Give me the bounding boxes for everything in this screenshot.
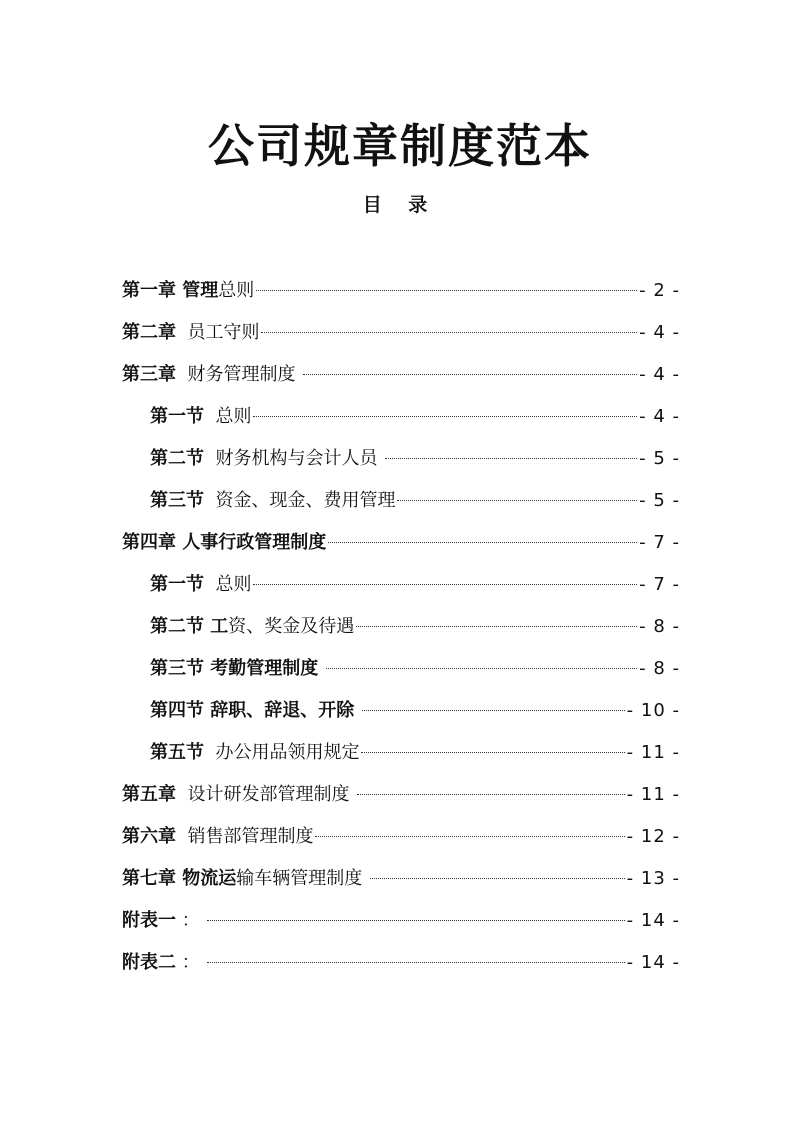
- toc-entry-heading-bold: 第六章: [122, 826, 176, 847]
- toc-dot-leader: [315, 836, 624, 837]
- toc-entry-label: [122, 522, 326, 564]
- toc-entry-heading-text: ：: [176, 952, 206, 973]
- toc-entry[interactable]: [122, 270, 680, 312]
- toc-entry-heading-text: 总则: [204, 574, 252, 595]
- toc-entry-label: [122, 858, 368, 900]
- toc-dot-leader: [370, 878, 625, 879]
- toc-dot-leader: [207, 962, 624, 963]
- toc-page-number: - 5 -: [639, 448, 680, 469]
- toc-entry-label: [150, 564, 251, 606]
- toc-entry-heading-text: 财务管理制度: [176, 364, 302, 385]
- toc-page-number: - 8 -: [639, 658, 680, 679]
- toc-dot-leader: [362, 710, 625, 711]
- toc-entry-label: [150, 438, 383, 480]
- toc-entry-heading-text: 办公用品领用规定: [204, 742, 360, 763]
- toc-entry-heading-bold: 第三节 考勤管理制度: [150, 658, 319, 679]
- document-title: 公司规章制度范本: [208, 119, 592, 173]
- toc-dot-leader: [253, 584, 637, 585]
- toc-entry[interactable]: [122, 396, 680, 438]
- toc-entry-heading-bold: 附表二: [122, 952, 176, 973]
- toc-entry-heading-bold: 第二节 工: [150, 616, 229, 637]
- toc-page-number: - 5 -: [639, 490, 680, 511]
- toc-entry-heading-bold: 第四节 辞职、辞退、开除: [150, 700, 355, 721]
- toc-entry-heading-text: 资、奖金及待遇: [228, 616, 355, 637]
- toc-page-number: - 12 -: [626, 826, 680, 847]
- toc-entry-label: [150, 732, 359, 774]
- toc-page-number: - 2 -: [639, 280, 680, 301]
- toc-entry-heading-bold: 第一节: [150, 574, 204, 595]
- toc-page-number: - 7 -: [639, 574, 680, 595]
- table-of-contents: [122, 270, 680, 984]
- toc-entry-heading-text: 销售部管理制度: [176, 826, 314, 847]
- toc-entry[interactable]: [122, 858, 680, 900]
- toc-entry[interactable]: [122, 480, 680, 522]
- toc-entry-label: [122, 816, 313, 858]
- toc-dot-leader: [328, 542, 637, 543]
- toc-heading: 目 录: [362, 194, 438, 216]
- toc-dot-leader: [261, 332, 637, 333]
- toc-entry[interactable]: [122, 606, 680, 648]
- toc-entry-label: [150, 690, 360, 732]
- toc-entry[interactable]: [122, 564, 680, 606]
- toc-entry-heading-bold: 第五节: [150, 742, 204, 763]
- toc-entry[interactable]: [122, 942, 680, 984]
- toc-page-number: - 7 -: [639, 532, 680, 553]
- toc-page-number: - 10 -: [626, 700, 680, 721]
- toc-entry[interactable]: [122, 774, 680, 816]
- toc-entry-heading-bold: 第二节: [150, 448, 204, 469]
- toc-entry[interactable]: [122, 522, 680, 564]
- toc-dot-leader: [356, 626, 637, 627]
- toc-dot-leader: [207, 920, 624, 921]
- toc-page-number: - 11 -: [626, 784, 680, 805]
- toc-entry-label: [122, 354, 301, 396]
- toc-dot-leader: [357, 794, 624, 795]
- toc-entry-heading-text: 输车辆管理制度: [236, 868, 369, 889]
- toc-entry[interactable]: [122, 816, 680, 858]
- toc-page-number: - 4 -: [639, 322, 680, 343]
- toc-entry-label: [150, 396, 251, 438]
- toc-entry-heading-text: [354, 700, 360, 721]
- toc-entry-heading-bold: 第二章: [122, 322, 176, 343]
- toc-dot-leader: [256, 290, 637, 291]
- toc-dot-leader: [397, 500, 637, 501]
- toc-entry-heading-bold: 第七章 物流运: [122, 868, 237, 889]
- toc-dot-leader: [253, 416, 637, 417]
- toc-page-number: - 4 -: [639, 364, 680, 385]
- toc-entry[interactable]: [122, 354, 680, 396]
- toc-entry-heading-text: 资金、现金、费用管理: [204, 490, 396, 511]
- toc-entry[interactable]: [122, 900, 680, 942]
- toc-dot-leader: [326, 668, 637, 669]
- toc-entry-heading-text: 财务机构与会计人员: [204, 448, 384, 469]
- toc-entry-heading-bold: 第三章: [122, 364, 176, 385]
- toc-entry-heading-bold: 第三节: [150, 490, 204, 511]
- toc-entry-heading-text: 员工守则: [176, 322, 260, 343]
- toc-entry-label: [122, 774, 355, 816]
- toc-page-number: - 4 -: [639, 406, 680, 427]
- toc-entry[interactable]: [122, 312, 680, 354]
- toc-page-number: - 14 -: [626, 910, 680, 931]
- toc-page-number: - 8 -: [639, 616, 680, 637]
- toc-entry-heading-text: ：: [176, 910, 206, 931]
- toc-entry-heading-bold: 第一节: [150, 406, 204, 427]
- toc-entry-heading-text: 设计研发部管理制度: [176, 784, 356, 805]
- toc-page-number: - 14 -: [626, 952, 680, 973]
- toc-page-number: - 13 -: [626, 868, 680, 889]
- toc-entry[interactable]: [122, 438, 680, 480]
- toc-entry-heading-bold: 第一章 管理: [122, 280, 219, 301]
- toc-dot-leader: [385, 458, 637, 459]
- toc-dot-leader: [361, 752, 624, 753]
- toc-entry-label: [122, 270, 254, 312]
- toc-entry[interactable]: [122, 690, 680, 732]
- toc-entry-heading-text: 总则: [204, 406, 252, 427]
- toc-entry-heading-bold: 附表一: [122, 910, 176, 931]
- toc-entry[interactable]: [122, 732, 680, 774]
- toc-entry-label: [122, 312, 259, 354]
- toc-entry-label: [150, 480, 395, 522]
- toc-entry-label: [122, 900, 205, 942]
- toc-entry-heading-bold: 第五章: [122, 784, 176, 805]
- toc-page-number: - 11 -: [626, 742, 680, 763]
- toc-entry-label: [150, 648, 324, 690]
- toc-entry[interactable]: [122, 648, 680, 690]
- toc-entry-label: [150, 606, 354, 648]
- toc-entry-label: [122, 942, 205, 984]
- toc-dot-leader: [303, 374, 637, 375]
- toc-entry-heading-bold: 第四章 人事行政管理制度: [122, 532, 327, 553]
- toc-entry-heading-text: [318, 658, 324, 679]
- toc-entry-heading-text: 总则: [218, 280, 255, 301]
